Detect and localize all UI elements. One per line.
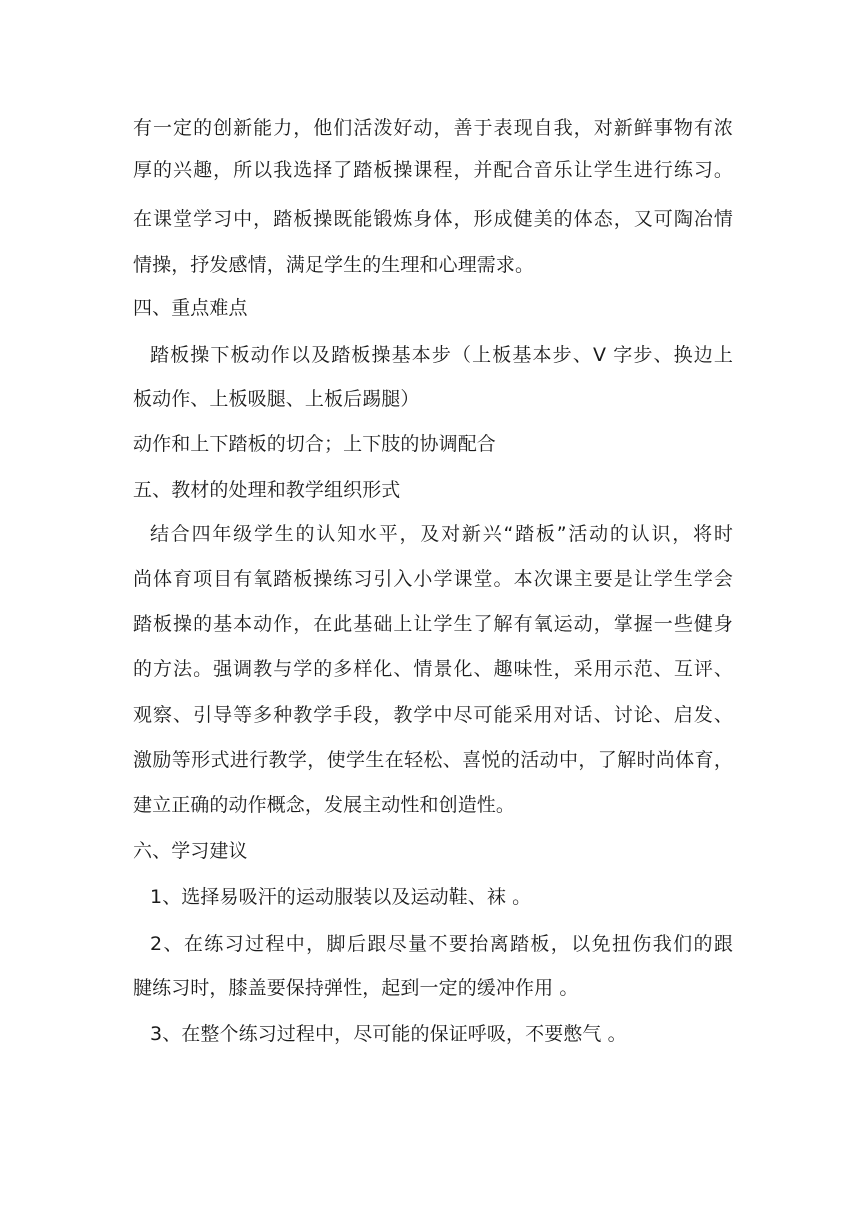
list-item-continuation: 腱练习时，膝盖要保持弹性，起到一定的缓冲作用 。 — [133, 977, 579, 999]
section-heading: 四、重点难点 — [133, 297, 248, 319]
section-heading: 六、学习建议 — [133, 840, 248, 862]
section-heading: 五、教材的处理和教学组织形式 — [133, 479, 401, 501]
paragraph-line: 动作和上下踏板的切合；上下肢的协调配合 — [133, 433, 496, 455]
paragraph-line: 尚体育项目有氧踏板操练习引入小学课堂。本次课主要是让学生学会 — [133, 568, 733, 590]
paragraph-line: 激励等形式进行教学，使学生在轻松、喜悦的活动中，了解时尚体育， — [133, 749, 733, 771]
paragraph-line: 厚的兴趣，所以我选择了踏板操课程，并配合音乐让学生进行练习。 — [133, 159, 733, 181]
paragraph-line: 建立正确的动作概念，发展主动性和创造性。 — [133, 794, 516, 816]
paragraph-line: 踏板操下板动作以及踏板操基本步（上板基本步、V 字步、换边上 — [150, 344, 733, 366]
paragraph-line: 板动作、上板吸腿、上板后踢腿） — [133, 388, 420, 410]
paragraph-line: 踏板操的基本动作，在此基础上让学生了解有氧运动，掌握一些健身 — [133, 613, 733, 635]
list-item: 2、在练习过程中，脚后跟尽量不要抬离踏板，以免扭伤我们的跟 — [150, 933, 733, 955]
list-item: 3、在整个练习过程中，尽可能的保证呼吸，不要憋气 。 — [150, 1023, 627, 1045]
paragraph-line: 的方法。强调教与学的多样化、情景化、趣味性，采用示范、互评、 — [133, 658, 733, 680]
paragraph-line: 有一定的创新能力，他们活泼好动，善于表现自我，对新鲜事物有浓 — [133, 117, 733, 139]
list-item: 1、选择易吸汗的运动服装以及运动鞋、袜 。 — [150, 886, 532, 908]
paragraph-line: 情操，抒发感情，满足学生的生理和心理需求。 — [133, 254, 535, 276]
paragraph-line: 结合四年级学生的认知水平，及对新兴“踏板”活动的认识，将时 — [150, 523, 733, 545]
paragraph-line: 观察、引导等多种教学手段，教学中尽可能采用对话、讨论、启发、 — [133, 704, 733, 726]
paragraph-line: 在课堂学习中，踏板操既能锻炼身体，形成健美的体态，又可陶冶情 — [133, 208, 733, 230]
